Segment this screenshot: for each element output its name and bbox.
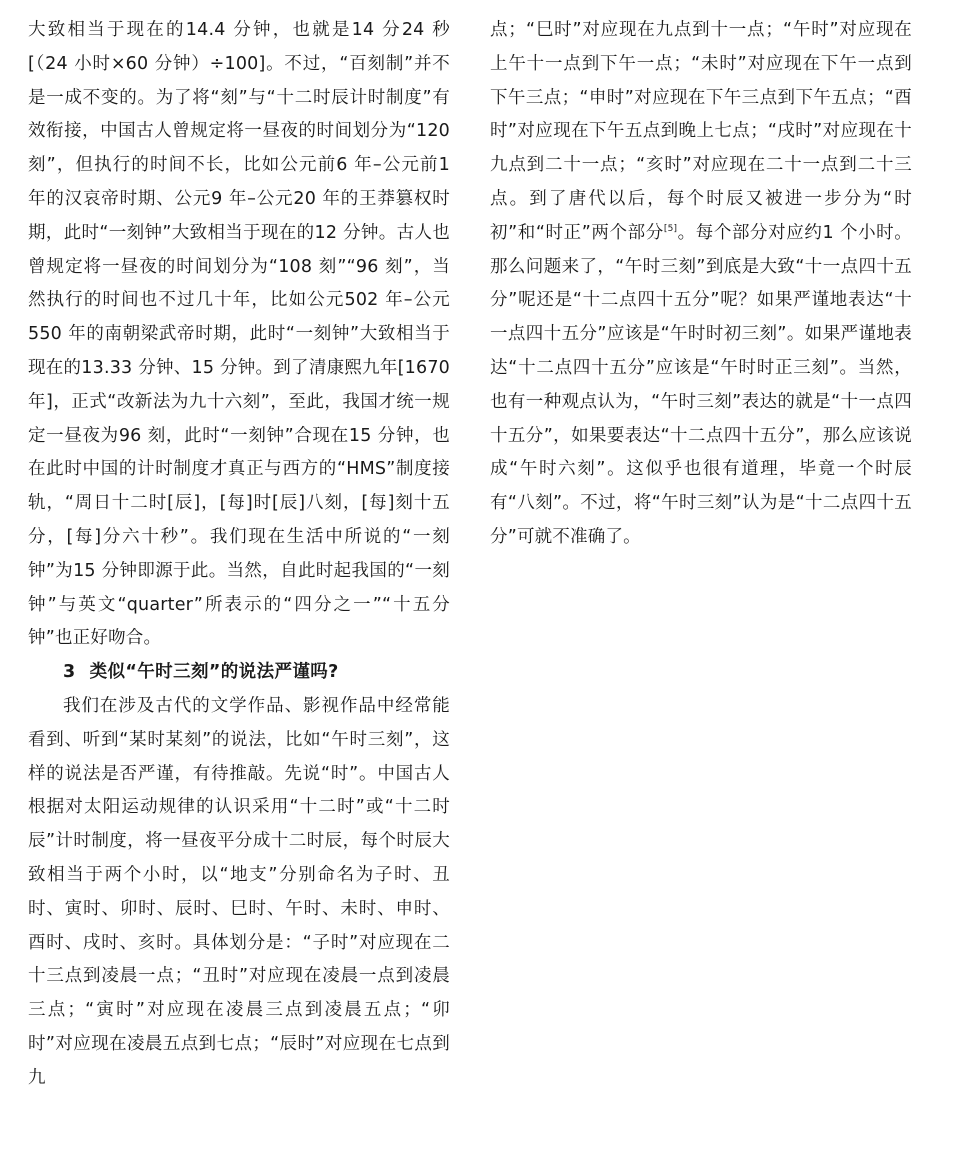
section-number: 3 [63,662,76,683]
section-heading [28,656,450,690]
body-paragraph: 我们在涉及古代的文学作品、影视作品中经常能看到、听到“某时某刻”的说法，比如“午时三刻”，这样的说法是否严谨，有待推敲。先说“时”。中国古人根据对太阳运动规律的认识采用“十二时”或“十二时辰”计时制度，将一昼夜平分成十二时辰，每个时辰大致相当于两个小时，以“地支”分别命名为子时、丑时、寅时、卯时、辰时、巳时、午时、未时、申时、酉时、戌时、亥时。具体划分是：“子时”对应现在二十三点到凌晨一点；“丑时”对应现在凌晨一点到凌晨三点；“寅时”对应现在凌晨三点到凌晨五点；“卯时”对应现在凌晨五点到七点；“辰时”对应现在七点到九 [28,695,450,1088]
reference-marker: [5] [663,223,678,234]
paragraph-text: 点；“巳时”对应现在九点到十一点；“午时”对应现在上午十一点到下午一点；“未时”对应现在下午一点到下午三点；“申时”对应现在下午三点到下午五点；“酉时”对应现在下午五点到晚上七点；“戌时”对应现在十九点到二十一点；“亥时”对应现在二十一点到二十三点。到了唐代以后，每个时辰又被进一步分为“时初”和“时正”两个部分 [490,20,912,243]
body-paragraph: 大致相当于现在的14.4 分钟，也就是14 分24 秒[（24 小时×60 分钟）÷100]。不过，“百刻制”并不是一成不变的。为了将“刻”与“十二时辰计时制度”有效衔接，中国古人曾规定将一昼夜的时间划分为“120 刻”，但执行的时间不长，比如公元前6 年–公元前1 年的汉哀帝时期、公元9 年–公元20 年的王莽篡权时期，此时“一刻钟”大致相当于现在的12 分钟。古人也曾规定将一昼夜的时间划分为“108 刻”“96 刻”，当然执行的时间也不过几十年，比如公元502 年–公元550 年的南朝梁武帝时期，此时“一刻钟”大致相当于现在的13.33 分钟、15 分钟。到了清康熙九年[1670 年]，正式“改新法为九十六刻”，至此，我国才统一规定一昼夜为96 刻，此时“一刻钟”合现在15 分钟，也在此时中国的计时制度才真正与西方的“HMS”制度接轨，“周日十二时[辰]，[每]时[辰]八刻，[每]刻十五分，[每]分六十秒”。我们现在生活中所说的“一刻钟”为15 分钟即源于此。当然，自此时起我国的“一刻钟”与英文“quarter”所表示的“四分之一”“十五分钟”也正好吻合。 [28,20,450,649]
section-title: 类似“午时三刻”的说法严谨吗? [89,662,339,683]
right-column [490,14,912,555]
body-paragraph [490,14,912,555]
left-column [28,14,450,1096]
paragraph-text: 。每个部分对应约1 个小时。那么问题来了，“午时三刻”到底是大致“十一点四十五分”呢还是“十二点四十五分”呢？如果严谨地表达“十一点四十五分”应该是“午时时初三刻”。如果严谨地表达“十二点四十五分”应该是“午时时正三刻”。当然，也有一种观点认为，“午时三刻”表达的就是“十一点四十五分”，如果要表达“十二点四十五分”，那么应该说成“午时六刻”。这似乎也很有道理，毕竟一个时辰有“八刻”。不过，将“午时三刻”认为是“十二点四十五分”可就不准确了。 [490,222,912,547]
